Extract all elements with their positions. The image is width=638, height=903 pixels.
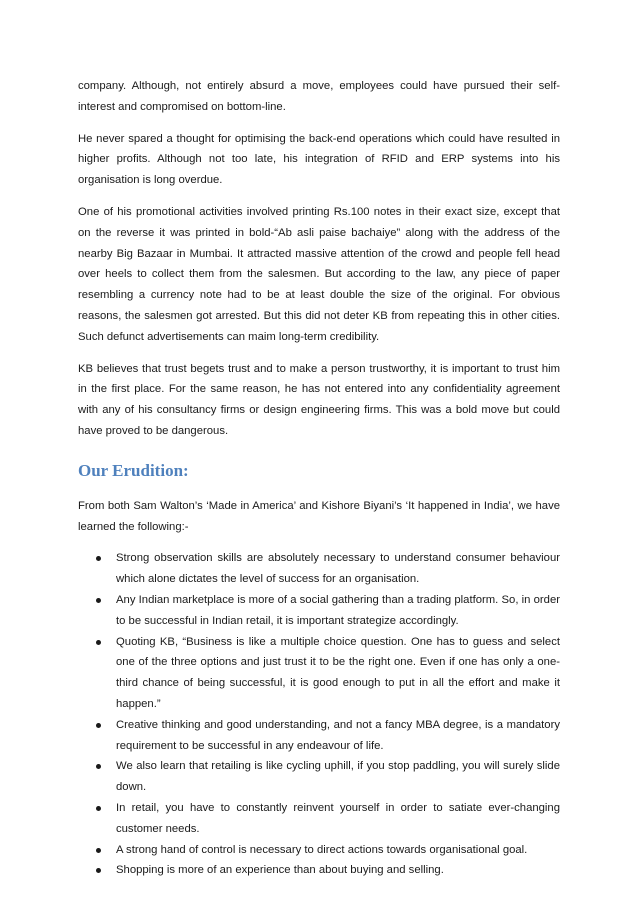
list-item-text: Strong observation skills are absolutely necessary to understand consumer behaviour which alone dictates the level of success for an organisation. [116, 552, 560, 586]
list-item [78, 715, 560, 757]
list-item-text: A strong hand of control is necessary to direct actions towards organisational goal. [116, 843, 528, 856]
list-item [78, 860, 560, 881]
bullet-icon [96, 723, 101, 728]
list-item-text: Shopping is more of an experience than about buying and selling. [116, 864, 444, 877]
paragraph-continuation: company. Although, not entirely absurd a move, employees could have pursued their self-interest and compromised on bottom-line. [78, 80, 560, 113]
list-item [78, 798, 560, 840]
section-heading: Our Erudition: [78, 460, 189, 480]
bullet-icon [96, 764, 101, 769]
list-item [78, 590, 560, 632]
section-intro: From both Sam Walton’s ‘Made in America’ and Kishore Biyani’s ‘It happened in India’, we have learned the following:- [78, 499, 560, 533]
list-item [78, 756, 560, 798]
bullet-icon [96, 806, 101, 811]
bullet-icon [96, 868, 101, 873]
list-item-text: In retail, you have to constantly reinvent yourself in order to satiate ever-changing customer needs. [116, 801, 560, 835]
list-item-text: We also learn that retailing is like cycling uphill, if you stop paddling, you will surely slide down. [116, 760, 560, 794]
paragraph-promotion: One of his promotional activities involved printing Rs.100 notes in their exact size, except that on the reverse it was printed in bold-“Ab asli paise bachaiye” along with the address of the nearby Big Bazaar in Mumbai. It attracted massive attention of the crowd and people fell head over heels to collect them from the salesmen. But according to the law, any piece of paper resembling a currency note had to be at least double the size of the original. For obvious reasons, the salesmen got arrested. But this did not deter KB from repeating this in other cities. Such defunct advertisements can maim long-term credibility. [78, 205, 560, 343]
list-item-text: Creative thinking and good understanding, and not a fancy MBA degree, is a mandatory requirement to be successful in any endeavour of life. [116, 718, 560, 752]
document-page [78, 76, 560, 881]
bullet-icon [96, 640, 101, 645]
list-item-text: Any Indian marketplace is more of a social gathering than a trading platform. So, in order to be successful in Indian retail, it is important strategize accordingly. [116, 593, 560, 627]
paragraph-trust: KB believes that trust begets trust and to make a person trustworthy, it is important to trust him in the first place. For the same reason, he has not entered into any confidentiality agreement with any of his consultancy firms or design engineering firms. This was a bold move but could have proved to be dangerous. [78, 362, 560, 437]
bullet-icon [96, 848, 101, 853]
bullet-icon [96, 598, 101, 603]
list-item [78, 840, 560, 861]
list-item [78, 632, 560, 715]
list-item-text: Quoting KB, “Business is like a multiple choice question. One has to guess and select one of the three options and just trust it to be the right one. Even if one has only a one-third chance of being successful, it is good enough to put in all the effort and make it happen.” [116, 635, 560, 710]
paragraph-back-end: He never spared a thought for optimising the back-end operations which could have resulted in higher profits. Although not too late, his integration of RFID and ERP systems into his organisation is long overdue. [78, 132, 560, 187]
learnings-list [78, 548, 560, 881]
list-item [78, 548, 560, 590]
bullet-icon [96, 556, 101, 561]
